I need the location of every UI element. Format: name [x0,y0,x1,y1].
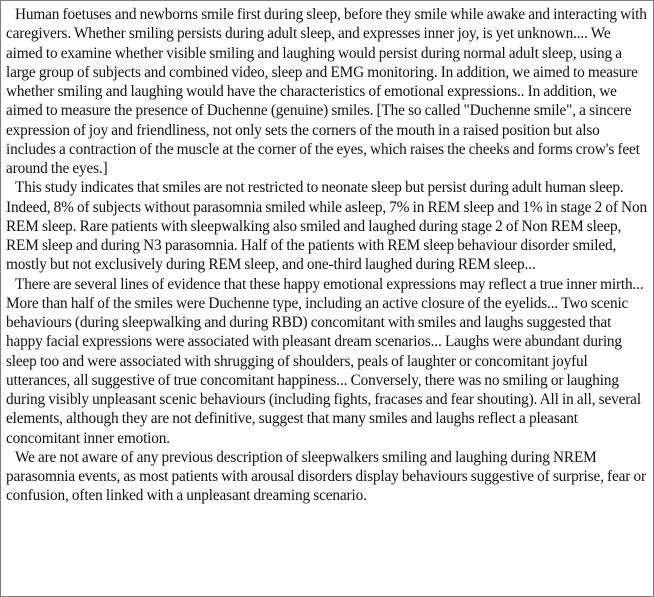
paragraph-findings: This study indicates that smiles are not restricted to neonate sleep but persist during adult human sleep. Indeed, 8% of subjects without parasomnia smiled while asleep, 7% in REM sleep and 1% in stage 2 of Non REM sleep. Rare patients with sleepwalking also smiled and laughed during stage 2 of Non REM sleep, REM sleep and during N3 parasomnia. Half of the patients with REM sleep behaviour disorder smiled, mostly but not exclusively during REM sleep, and one-third laughed during REM sleep... [6,179,647,274]
paragraph-intro: Human foetuses and newborns smile first during sleep, before they smile while awake and interacting with caregivers. Whether smiling persists during adult sleep, and expresses inner joy, is yet unknown.... We aimed to examine whether visible smiling and laughing would persist during normal adult sleep, using a large group of subjects and combined video, sleep and EMG monitoring. In addition, we aimed to measure whether smiling and laughing would have the characteristics of emotional expressions.. In addition, we aimed to measure the presence of Duchenne (genuine) smiles. [The so called "Duchenne smile", a sincere expression of joy and friendliness, not only sets the corners of the mouth in a raised position but also includes a contraction of the muscle at the corner of the eyes, which raises the cheeks and forms crow's feet around the eyes.] [6,6,647,177]
paragraph-conclusion: We are not aware of any previous description of sleepwalkers smiling and laughing during NREM parasomnia events, as most patients with arousal disorders display behaviours suggestive of surprise, fear or confusion, often linked with a unpleasant dreaming scenario. [6,448,646,505]
paragraph-evidence: There are several lines of evidence that these happy emotional expressions may reflect a true inner mirth... More than half of the smiles were Duchenne type, including an active closure of the eyelids... Two scenic behaviours (during sleepwalking and during RBD) concomitant with smiles and laughs suggested that happy facial expressions were associated with pleasant dream scenarios... Laughs were abundant during sleep too and were associated with shrugging of shoulders, peals of laughter or concomitant joyful utterances, all suggestive of true concomitant happiness... Conversely, there was no smiling or laughing during visibly unpleasant scenic behaviours (including fights, fracases and fear shouting). All in all, several elements, although they are not definitive, suggest that many smiles and laughs reflect a pleasant concomitant inner emotion. [6,275,644,447]
